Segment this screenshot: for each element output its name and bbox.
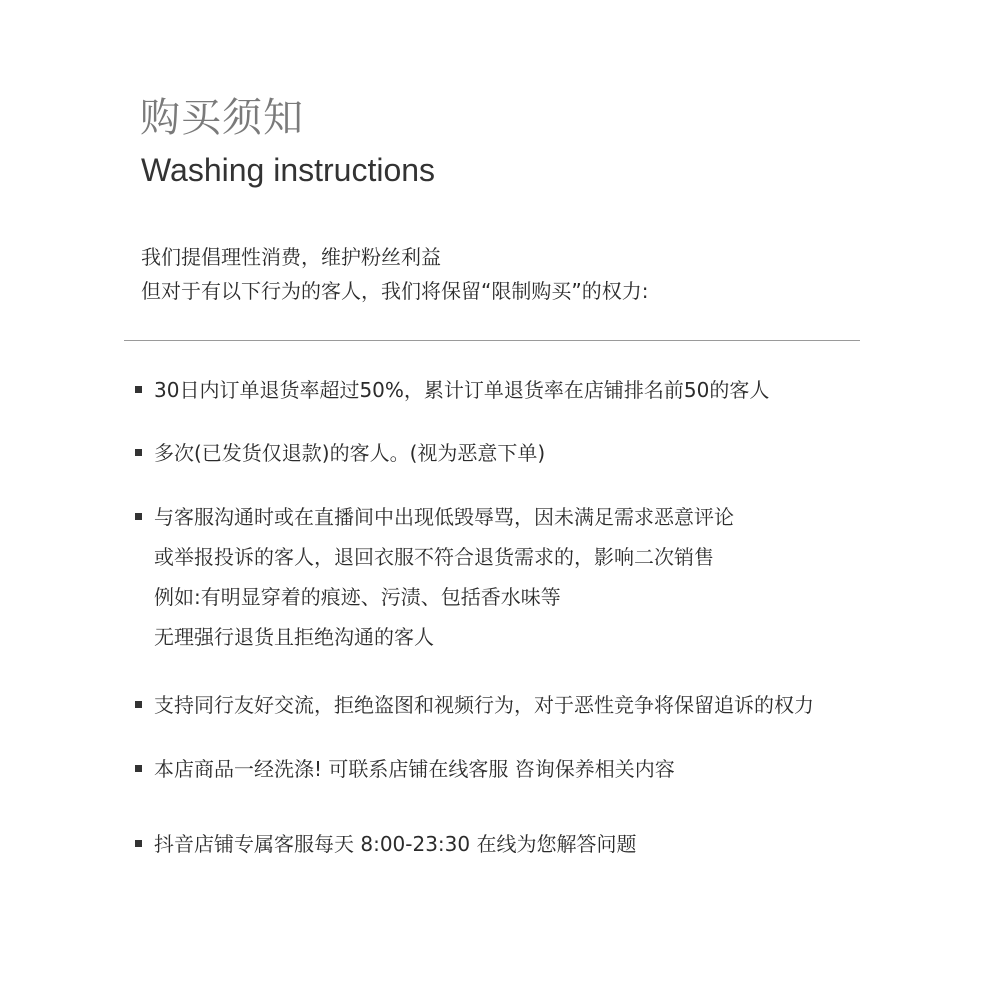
list-item-text: 抖音店铺专属客服每天 8:00-23:30 在线为您解答问题	[154, 832, 637, 856]
square-bullet-icon	[135, 701, 142, 708]
list-item-text: 无理强行退货且拒绝沟通的客人	[154, 625, 434, 649]
page-title-cn: 购买须知	[140, 95, 304, 141]
list-item-text: 或举报投诉的客人，退回衣服不符合退货需求的，影响二次销售	[154, 545, 714, 569]
list-item-text: 30日内订单退货率超过50%，累计订单退货率在店铺排名前50的客人	[154, 378, 770, 402]
square-bullet-icon	[135, 513, 142, 520]
list-item-text: 支持同行友好交流，拒绝盗图和视频行为，对于恶性竞争将保留追诉的权力	[154, 693, 814, 717]
list-item	[135, 433, 545, 473]
square-bullet-icon	[135, 386, 142, 393]
page-subtitle-en: Washing instructions	[141, 152, 436, 188]
intro-line: 我们提倡理性消费，维护粉丝利益	[141, 245, 441, 269]
list-item	[135, 497, 734, 657]
square-bullet-icon	[135, 449, 142, 456]
list-item	[135, 749, 675, 789]
square-bullet-icon	[135, 840, 142, 847]
section-divider	[124, 340, 860, 341]
intro-line: 但对于有以下行为的客人，我们将保留“限制购买”的权力:	[141, 279, 649, 303]
list-item	[135, 824, 636, 864]
list-item-text: 多次(已发货仅退款)的客人。(视为恶意下单)	[154, 441, 546, 465]
intro-text	[141, 240, 648, 308]
square-bullet-icon	[135, 765, 142, 772]
list-item-text: 本店商品一经洗涤! 可联系店铺在线客服 咨询保养相关内容	[154, 757, 675, 781]
list-item	[135, 370, 769, 410]
list-item-text: 与客服沟通时或在直播间中出现低毁辱骂，因未满足需求恶意评论	[154, 505, 734, 529]
list-item	[135, 685, 814, 725]
list-item-text: 例如:有明显穿着的痕迹、污渍、包括香水味等	[154, 585, 561, 609]
